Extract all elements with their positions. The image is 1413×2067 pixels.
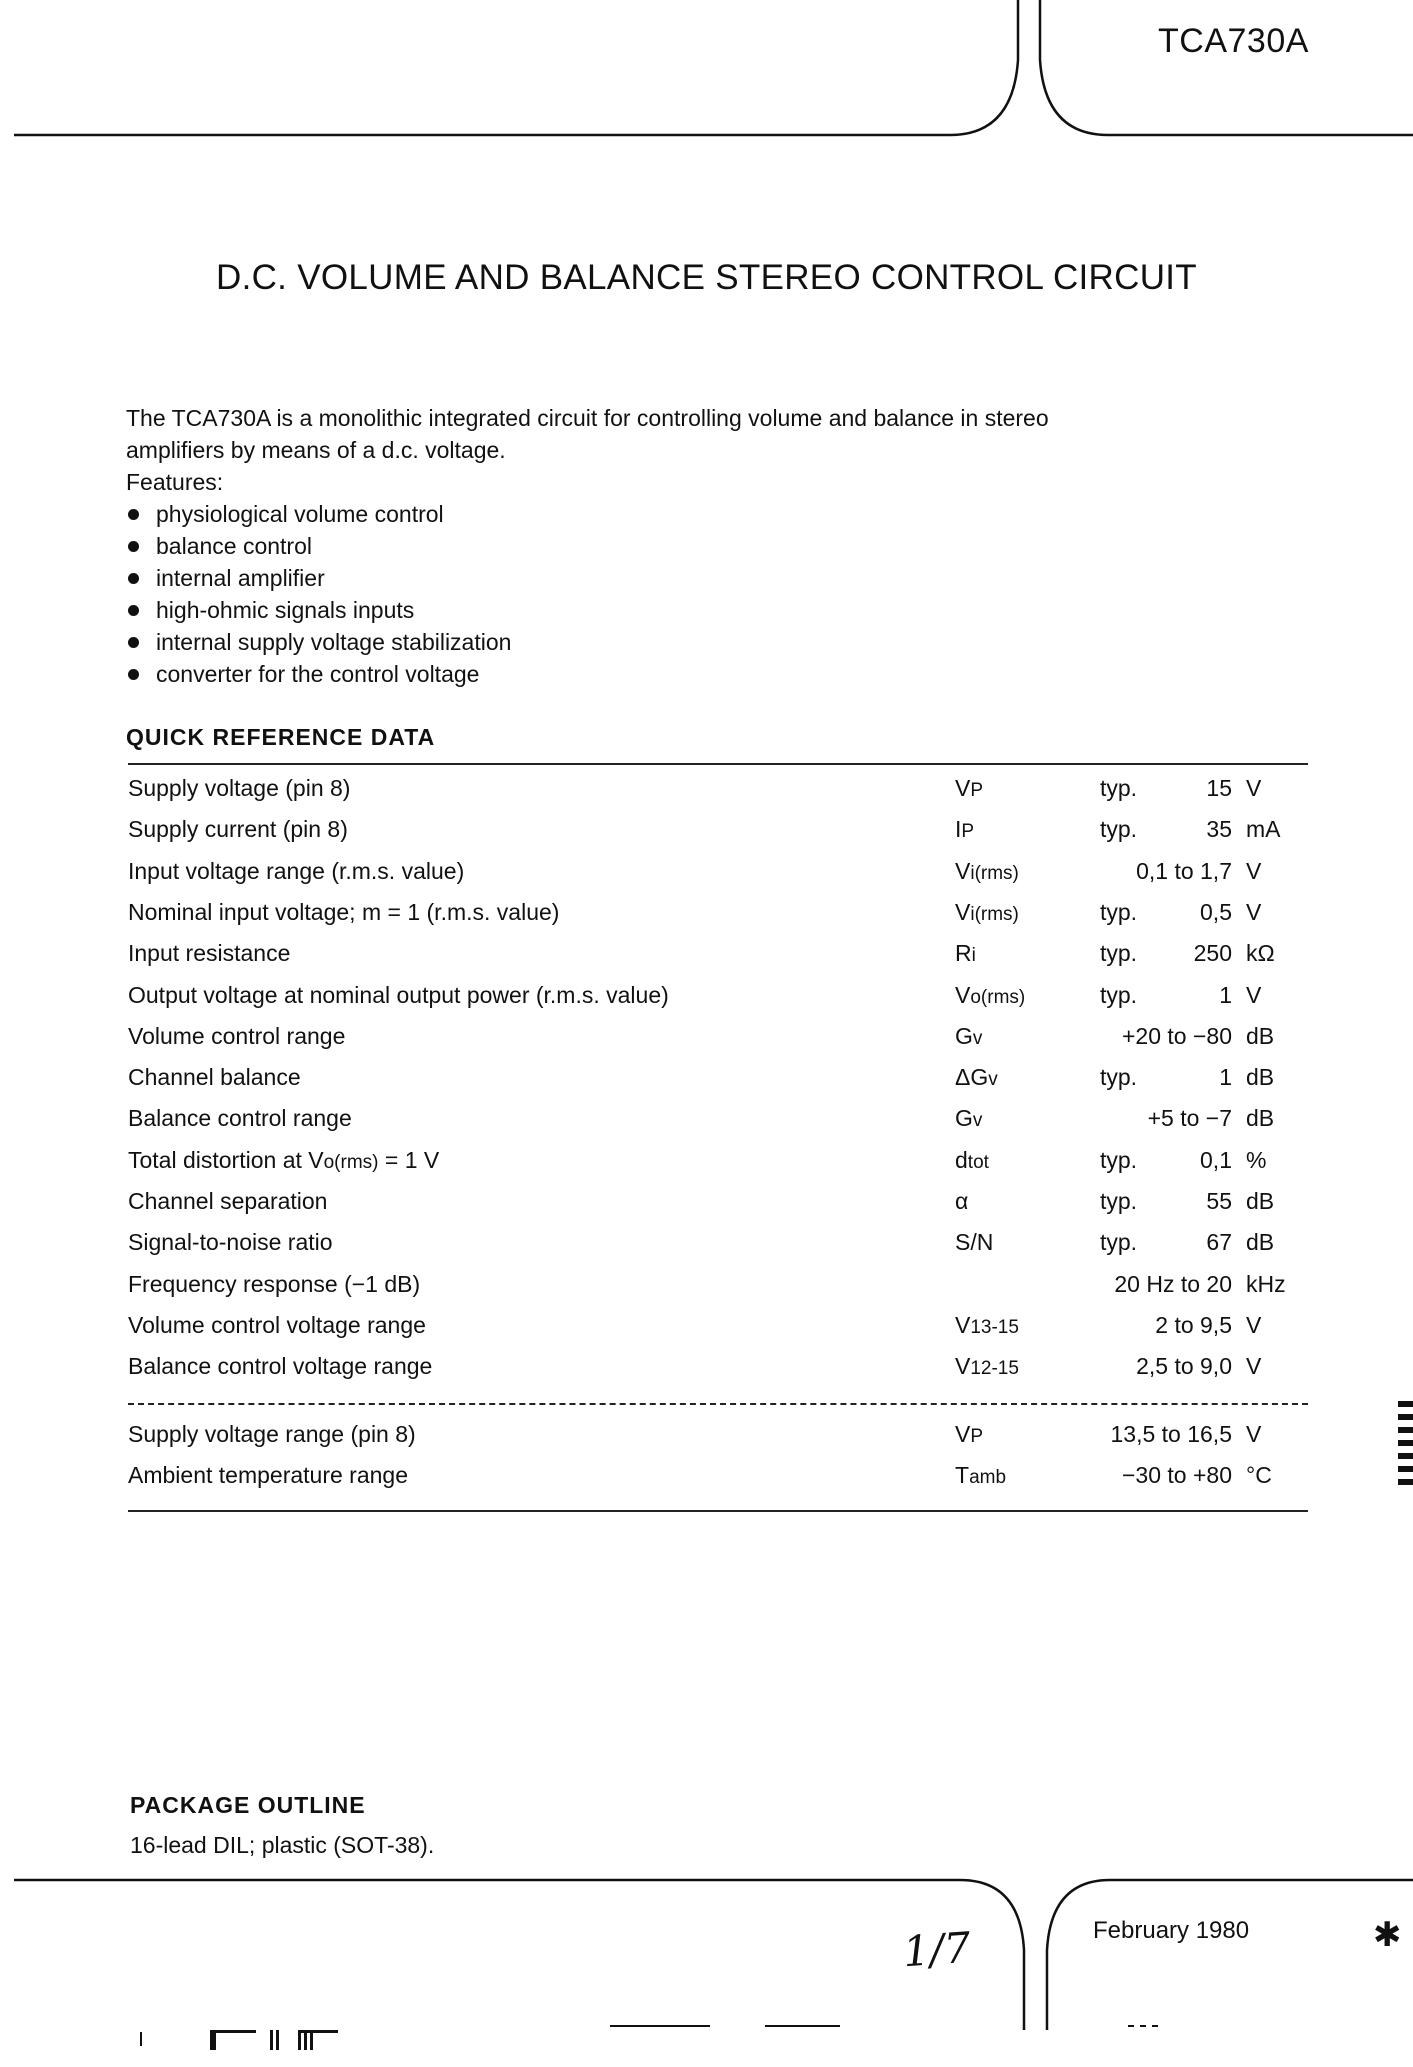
- unit: mA: [1246, 816, 1281, 842]
- symbol-subscript: P: [961, 821, 975, 842]
- parameter-name: [128, 1064, 301, 1091]
- symbol-text: V: [955, 1353, 971, 1379]
- typical-marker: typ.: [1100, 1229, 1138, 1255]
- list-item: high-ohmic signals inputs: [126, 594, 511, 626]
- parameter-text: Supply voltage (pin 8): [128, 775, 351, 801]
- table-top-rule: [128, 763, 1308, 765]
- parameter-name: [128, 1105, 352, 1132]
- symbol-text: S/N: [955, 1229, 994, 1255]
- table-row: [0, 1188, 1413, 1230]
- parameter-text: Frequency response (−1 dB): [128, 1271, 421, 1297]
- typical-marker: typ.: [1100, 816, 1138, 842]
- typical-marker: typ.: [1100, 775, 1138, 801]
- symbol-subscript: i: [971, 945, 976, 966]
- features-list: [126, 498, 511, 690]
- parameter-text: Signal-to-noise ratio: [128, 1229, 333, 1255]
- table-row: [0, 1023, 1413, 1065]
- symbol-text: V: [955, 899, 971, 925]
- symbol-text: G: [955, 1023, 973, 1049]
- unit: V: [1246, 858, 1262, 884]
- table-row: [0, 1105, 1413, 1147]
- part-number: TCA730A: [1158, 22, 1309, 60]
- unit: V: [1246, 1312, 1262, 1338]
- symbol-text: I: [955, 816, 962, 842]
- symbol: [955, 1229, 993, 1256]
- table-row: [0, 940, 1413, 982]
- parameter-text: Input resistance: [128, 940, 291, 966]
- typical-marker: typ.: [1100, 982, 1138, 1008]
- unit: V: [1246, 899, 1262, 925]
- symbol-subscript: 12-15: [970, 1358, 1019, 1379]
- symbol-text: d: [955, 1147, 968, 1173]
- parameter-tail: = 1 V: [378, 1147, 440, 1173]
- symbol-subscript: o(rms): [970, 987, 1026, 1008]
- value: −30 to +80: [1122, 1462, 1232, 1488]
- parameter-name: [128, 1462, 408, 1489]
- table-row: [0, 858, 1413, 900]
- table-row: [0, 1064, 1413, 1106]
- symbol-text: T: [955, 1462, 970, 1488]
- parameter-name: [128, 1312, 426, 1339]
- symbol: [955, 1462, 1006, 1489]
- table-row: [0, 1271, 1413, 1313]
- symbol-text: V: [955, 982, 971, 1008]
- symbol: [955, 775, 983, 802]
- symbol-subscript: tot: [967, 1152, 989, 1173]
- symbol: [955, 858, 1019, 885]
- table-row: [0, 1147, 1413, 1189]
- parameter-text: Supply voltage range (pin 8): [128, 1421, 416, 1447]
- value: 0,1 to 1,7: [1136, 858, 1232, 884]
- handwritten-page-note: 1/7: [901, 1922, 973, 1977]
- edge-index-marks: [1398, 1401, 1413, 1501]
- table-row: [0, 982, 1413, 1024]
- list-item: internal amplifier: [126, 562, 511, 594]
- symbol: [955, 1105, 982, 1132]
- unit: kΩ: [1246, 940, 1275, 966]
- symbol: [955, 899, 1019, 926]
- symbol-subscript: v: [972, 1028, 983, 1049]
- table-row: [0, 775, 1413, 817]
- symbol-subscript: i(rms): [970, 904, 1019, 925]
- symbol-text: V: [955, 1421, 971, 1447]
- symbol: [955, 1353, 1019, 1380]
- parameter-name: [128, 1188, 327, 1215]
- intro-line: The TCA730A is a monolithic integrated circuit for controlling volume and balance in stereo: [126, 405, 1049, 431]
- package-heading: PACKAGE OUTLINE: [130, 1792, 366, 1818]
- value: 13,5 to 16,5: [1110, 1421, 1232, 1447]
- value: +5 to −7: [1147, 1105, 1232, 1131]
- package-description: 16-lead DIL; plastic (SOT-38).: [130, 1832, 435, 1858]
- unit: kHz: [1246, 1271, 1286, 1297]
- quick-reference-heading: QUICK REFERENCE DATA: [126, 724, 436, 750]
- value: 1: [1219, 982, 1232, 1008]
- table-divider: [128, 1403, 1308, 1405]
- symbol-subscript: i(rms): [970, 863, 1019, 884]
- unit: dB: [1246, 1023, 1275, 1049]
- symbol-text: G: [955, 1105, 973, 1131]
- symbol-text: V: [955, 775, 971, 801]
- unit: V: [1246, 775, 1262, 801]
- symbol: [955, 982, 1025, 1009]
- parameter-name: [128, 1353, 432, 1380]
- parameter-text: Total distortion at V: [128, 1147, 324, 1173]
- parameter-name: [128, 1229, 333, 1256]
- parameter-name: [128, 940, 290, 967]
- parameter-name: [128, 982, 669, 1009]
- unit: dB: [1246, 1188, 1275, 1214]
- value: 2 to 9,5: [1155, 1312, 1232, 1338]
- parameter-name: [128, 1271, 420, 1298]
- symbol: [955, 1023, 982, 1050]
- table-row: [0, 899, 1413, 941]
- parameter-text: Supply current (pin 8): [128, 816, 348, 842]
- table-row: [0, 1353, 1413, 1395]
- value: 67: [1206, 1229, 1232, 1255]
- symbol-text: ΔG: [955, 1064, 989, 1090]
- value: 20 Hz to 20: [1114, 1271, 1232, 1297]
- symbol-subscript: 13-15: [970, 1317, 1019, 1338]
- symbol-text: V: [955, 858, 971, 884]
- list-item: physiological volume control: [126, 498, 511, 530]
- unit: %: [1246, 1147, 1267, 1173]
- symbol: [955, 1421, 983, 1448]
- unit: dB: [1246, 1229, 1275, 1255]
- symbol: [955, 1147, 989, 1174]
- parameter-text: Balance control voltage range: [128, 1353, 433, 1379]
- parameter-text: Nominal input voltage; m = 1 (r.m.s. value): [128, 899, 560, 925]
- publication-date: February 1980: [1093, 1917, 1250, 1944]
- parameter-name: [128, 1421, 416, 1448]
- parameter-text: Channel balance: [128, 1064, 301, 1090]
- parameter-name: [128, 816, 348, 843]
- typical-marker: typ.: [1100, 1188, 1138, 1214]
- typical-marker: typ.: [1100, 940, 1138, 966]
- parameter-name: [128, 775, 350, 802]
- table-row: [0, 1312, 1413, 1354]
- table-row: [0, 1421, 1413, 1463]
- typical-marker: typ.: [1100, 1147, 1138, 1173]
- features-label: Features:: [126, 469, 224, 495]
- symbol-text: R: [955, 940, 972, 966]
- value: 250: [1193, 940, 1232, 966]
- symbol: [955, 1064, 998, 1091]
- typical-marker: typ.: [1100, 1064, 1138, 1090]
- page-title: D.C. VOLUME AND BALANCE STEREO CONTROL CIRCUIT: [216, 258, 1197, 297]
- typical-marker: typ.: [1100, 899, 1138, 925]
- symbol: [955, 816, 974, 843]
- parameter-text: Channel separation: [128, 1188, 328, 1214]
- parameter-name: [128, 858, 464, 885]
- parameter-name: [128, 899, 559, 926]
- intro-line: amplifiers by means of a d.c. voltage.: [126, 437, 506, 463]
- parameter-name: [128, 1023, 345, 1050]
- symbol-subscript: v: [972, 1110, 983, 1131]
- table-row: [0, 1229, 1413, 1271]
- value: 0,1: [1200, 1147, 1232, 1173]
- symbol-subscript: P: [970, 780, 984, 801]
- list-item: converter for the control voltage: [126, 658, 511, 690]
- table-row: [0, 1462, 1413, 1504]
- table-bottom-rule: [128, 1510, 1308, 1512]
- symbol-subscript: v: [988, 1069, 998, 1090]
- parameter-text: Volume control range: [128, 1023, 346, 1049]
- value: 0,5: [1200, 899, 1232, 925]
- value: 35: [1206, 816, 1232, 842]
- unit: °C: [1246, 1462, 1272, 1488]
- unit: dB: [1246, 1105, 1275, 1131]
- parameter-text: Input voltage range (r.m.s. value): [128, 858, 465, 884]
- intro-paragraph: [126, 402, 1246, 498]
- parameter-text: Volume control voltage range: [128, 1312, 426, 1338]
- symbol-text: V: [955, 1312, 971, 1338]
- parameter-text: Output voltage at nominal output power (r.m.s. value): [128, 982, 669, 1008]
- symbol-text: α: [955, 1188, 969, 1214]
- list-item: internal supply voltage stabilization: [126, 626, 511, 658]
- table-row: [0, 816, 1413, 858]
- symbol-subscript: P: [970, 1426, 984, 1447]
- value: 2,5 to 9,0: [1136, 1353, 1232, 1379]
- value: 55: [1206, 1188, 1232, 1214]
- unit: V: [1246, 1421, 1262, 1447]
- unit: V: [1246, 1353, 1262, 1379]
- symbol: [955, 940, 976, 967]
- asterisk-mark-icon: ✱: [1373, 1916, 1402, 1954]
- symbol: [955, 1312, 1019, 1339]
- parameter-subscript: o(rms): [323, 1152, 379, 1173]
- unit: dB: [1246, 1064, 1275, 1090]
- parameter-text: Ambient temperature range: [128, 1462, 408, 1488]
- list-item: balance control: [126, 530, 511, 562]
- value: 1: [1219, 1064, 1232, 1090]
- parameter-name: [128, 1147, 439, 1174]
- symbol-subscript: amb: [969, 1467, 1007, 1488]
- symbol: [955, 1188, 968, 1215]
- parameter-text: Balance control range: [128, 1105, 352, 1131]
- value: 15: [1206, 775, 1232, 801]
- unit: V: [1246, 982, 1262, 1008]
- value: +20 to −80: [1122, 1023, 1232, 1049]
